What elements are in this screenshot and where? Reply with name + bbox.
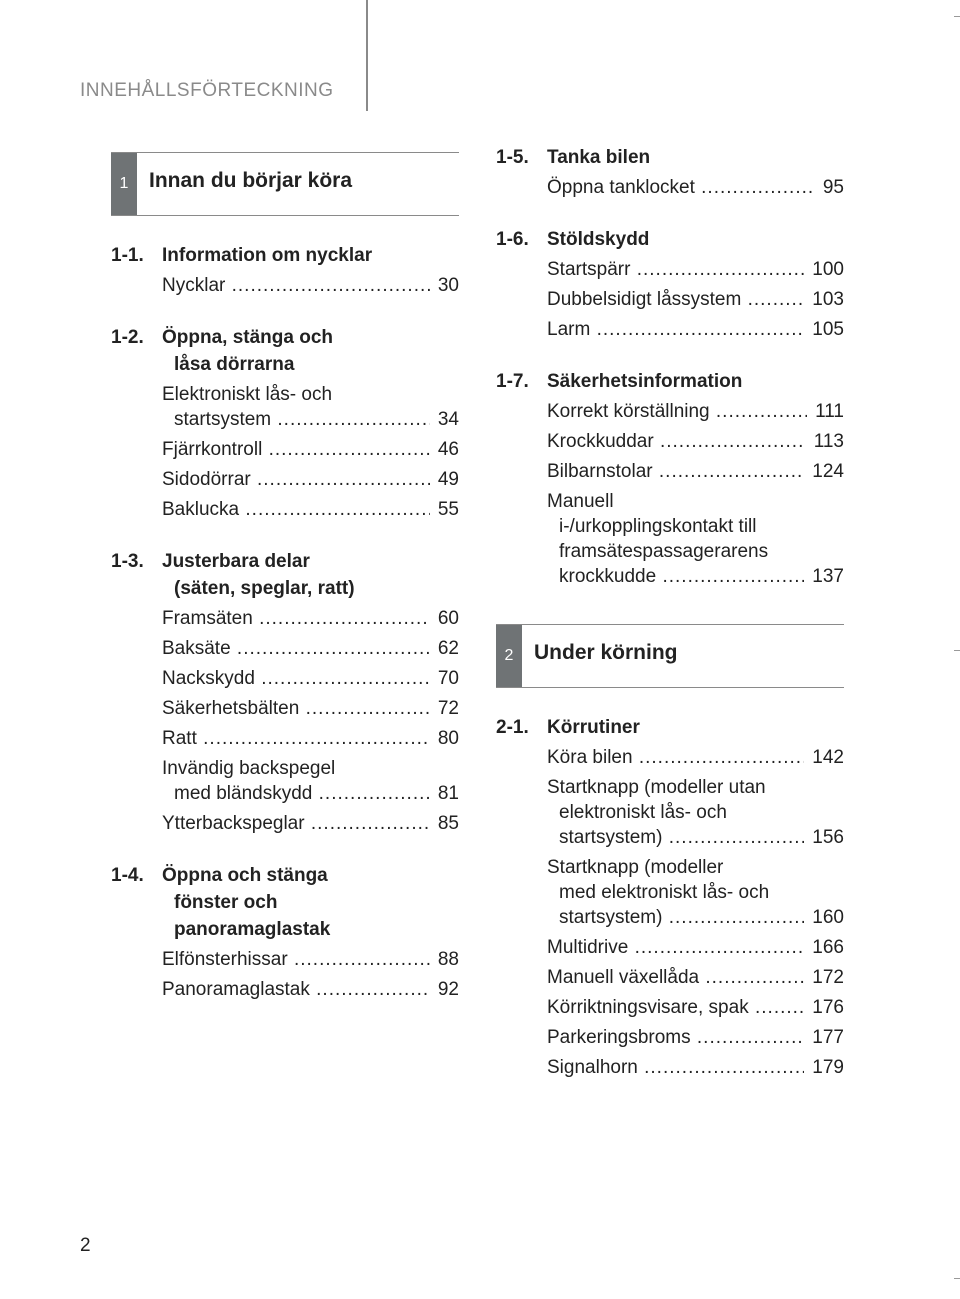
- toc-entry[interactable]: [162, 696, 459, 721]
- toc-item-list: [496, 399, 844, 589]
- toc-entry[interactable]: [162, 666, 459, 691]
- toc-entry-text: Köra bilen .....: [547, 745, 804, 770]
- toc-item-list: [496, 175, 844, 200]
- toc-entry[interactable]: [162, 811, 459, 836]
- toc-entry[interactable]: [162, 382, 459, 432]
- toc-page-number: 166: [812, 937, 844, 958]
- toc-entry[interactable]: [547, 855, 844, 930]
- toc-section: [111, 242, 459, 298]
- toc-page-number: 55: [437, 499, 459, 520]
- toc-section: [496, 226, 844, 342]
- toc-entry-text: krockkudde .....: [547, 564, 804, 589]
- toc-page-number: 81: [437, 783, 459, 804]
- toc-entry-label: [547, 317, 804, 342]
- toc-entry-text: Startknapp (modeller utan: [547, 777, 766, 798]
- toc-entry-label: [547, 965, 804, 990]
- toc-entry-text: Baksäte .....: [162, 636, 430, 661]
- chapter-title: Innan du börjar köra: [149, 169, 353, 192]
- toc-page-number: 34: [437, 409, 459, 430]
- section-title: [547, 368, 844, 395]
- toc-entry-label: [547, 489, 804, 589]
- toc-section: [496, 368, 844, 589]
- toc-entry-text: Multidrive .....: [547, 935, 804, 960]
- toc-entry-label: [162, 756, 430, 806]
- toc-entry-label: [162, 497, 430, 522]
- crop-mark: [954, 1278, 960, 1279]
- toc-page-number: 62: [437, 638, 459, 659]
- toc-entry[interactable]: [547, 1025, 844, 1050]
- toc-section: [111, 862, 459, 1002]
- toc-entry-text: elektroniskt lås- och: [559, 802, 727, 823]
- toc-entry-text: Ytterbackspeglar .....: [162, 811, 430, 836]
- toc-entry-label: [547, 995, 804, 1020]
- toc-entry[interactable]: [547, 317, 844, 342]
- toc-entry-text: med bländskydd .....: [162, 781, 430, 806]
- toc-entry-label: [547, 429, 806, 454]
- section-title: [162, 324, 459, 378]
- toc-item-list: [111, 606, 459, 836]
- toc-entry-text: Startknapp (modeller: [547, 857, 724, 878]
- toc-entry[interactable]: [547, 175, 844, 200]
- toc-entry-text: Ratt .....: [162, 726, 430, 751]
- toc-entry-label: [162, 726, 430, 751]
- toc-section: [111, 324, 459, 522]
- toc-entry-text: Invändig backspegel: [162, 758, 336, 779]
- toc-entry-text: startsystem) .....: [547, 825, 804, 850]
- section-title: [162, 242, 459, 269]
- section-title-line: Körrutiner: [547, 717, 640, 738]
- toc-entry-text: Manuell växellåda .....: [547, 965, 804, 990]
- section-title-line: (säten, speglar, ratt): [174, 578, 355, 599]
- toc-entry[interactable]: [162, 947, 459, 972]
- toc-entry[interactable]: [547, 429, 844, 454]
- toc-page-number: 176: [812, 997, 844, 1018]
- toc-page-number: 95: [822, 177, 844, 198]
- header-divider: [366, 0, 368, 111]
- toc-entry[interactable]: [547, 775, 844, 850]
- toc-entry-text: Elfönsterhissar .....: [162, 947, 430, 972]
- toc-item-list: [111, 947, 459, 1002]
- toc-entry-label: [547, 855, 804, 930]
- toc-entry-label: [162, 382, 430, 432]
- toc-entry-text: Dubbelsidigt låssystem .....: [547, 287, 804, 312]
- section-heading[interactable]: [496, 144, 844, 171]
- toc-entry-text: Larm .....: [547, 317, 804, 342]
- toc-page-number: 103: [812, 289, 844, 310]
- toc-entry-label: [547, 175, 815, 200]
- toc-column-left: [111, 152, 459, 1007]
- toc-page-number: 113: [813, 431, 844, 452]
- section-title: [162, 548, 459, 602]
- toc-column-right: [496, 144, 844, 1085]
- chapter-number-tab: 2: [496, 625, 522, 687]
- toc-entry-text: med elektroniskt lås- och: [559, 882, 770, 903]
- chapter-header[interactable]: [111, 152, 459, 216]
- toc-entry-label: [547, 1025, 804, 1050]
- toc-entry[interactable]: [162, 273, 459, 298]
- toc-page-number: 70: [437, 668, 459, 689]
- toc-entry-text: Nackskydd .....: [162, 666, 430, 691]
- toc-entry-label: [162, 636, 430, 661]
- toc-entry[interactable]: [547, 1055, 844, 1080]
- toc-entry-text: Elektroniskt lås- och: [162, 384, 333, 405]
- toc-item-list: [111, 382, 459, 522]
- toc-section: [111, 548, 459, 836]
- toc-entry-text: Panoramaglastak .....: [162, 977, 430, 1002]
- toc-page-number: 172: [812, 967, 844, 988]
- toc-page-number: 46: [437, 439, 459, 460]
- toc-page-number: 88: [437, 949, 459, 970]
- toc-entry-text: Korrekt körställning .....: [547, 399, 807, 424]
- toc-page-number: 179: [812, 1057, 844, 1078]
- toc-section: [496, 144, 844, 200]
- toc-entry-text: startsystem .....: [162, 407, 430, 432]
- toc-entry[interactable]: [162, 437, 459, 462]
- toc-entry-text: Baklucka .....: [162, 497, 430, 522]
- toc-page-number: 160: [812, 907, 844, 928]
- toc-entry[interactable]: [162, 606, 459, 631]
- section-title-line: Tanka bilen: [547, 147, 651, 168]
- section-title-line: Öppna och stänga: [162, 865, 328, 886]
- section-number: 1-3.: [111, 551, 144, 572]
- toc-page-number: 111: [815, 401, 844, 422]
- toc-entry-label: [547, 935, 804, 960]
- section-title-line: låsa dörrarna: [174, 354, 295, 375]
- section-title-line: fönster och: [174, 892, 278, 913]
- section-heading[interactable]: [111, 324, 459, 378]
- toc-entry-label: [547, 745, 804, 770]
- chapter-title: Under körning: [534, 641, 678, 664]
- toc-page-number: 49: [437, 469, 459, 490]
- chapter-number-tab: 1: [111, 153, 137, 215]
- toc-section: [496, 714, 844, 1080]
- toc-entry-label: [162, 811, 430, 836]
- toc-entry[interactable]: [547, 965, 844, 990]
- chapter-header[interactable]: [496, 624, 844, 688]
- section-heading[interactable]: [496, 226, 844, 253]
- toc-entry-label: [162, 977, 430, 1002]
- running-header: INNEHÅLLSFÖRTECKNING: [80, 80, 334, 101]
- toc-entry-label: [547, 287, 804, 312]
- toc-item-list: [111, 273, 459, 298]
- toc-page-number: 30: [437, 275, 459, 296]
- toc-entry[interactable]: [547, 745, 844, 770]
- toc-page-number: 72: [437, 698, 459, 719]
- section-title-line: Säkerhetsinformation: [547, 371, 743, 392]
- toc-entry-text: Bilbarnstolar .....: [547, 459, 804, 484]
- toc-page-number: 177: [812, 1027, 844, 1048]
- toc-item-list: [496, 745, 844, 1080]
- section-title-line: panoramaglastak: [174, 919, 331, 940]
- section-number: 1-7.: [496, 371, 529, 392]
- section-heading[interactable]: [111, 548, 459, 602]
- toc-page-number: 80: [437, 728, 459, 749]
- toc-entry-label: [162, 273, 430, 298]
- toc-entry[interactable]: [547, 459, 844, 484]
- section-heading[interactable]: [496, 368, 844, 395]
- toc-item-list: [496, 257, 844, 342]
- section-title: [547, 226, 844, 253]
- toc-entry[interactable]: [162, 726, 459, 751]
- section-title: [162, 862, 459, 943]
- toc-entry[interactable]: [162, 756, 459, 806]
- toc-entry-text: Startspärr .....: [547, 257, 804, 282]
- section-heading[interactable]: [111, 862, 459, 943]
- crop-mark: [954, 16, 960, 17]
- toc-entry-text: i-/urkopplingskontakt till: [559, 516, 757, 537]
- toc-entry[interactable]: [547, 995, 844, 1020]
- section-heading[interactable]: [496, 714, 844, 741]
- section-title-line: Information om nycklar: [162, 245, 373, 266]
- toc-page-number: 124: [812, 461, 844, 482]
- toc-entry[interactable]: [547, 935, 844, 960]
- toc-entry[interactable]: [162, 977, 459, 1002]
- section-heading[interactable]: [111, 242, 459, 269]
- toc-page-number: 92: [437, 979, 459, 1000]
- toc-entry-text: Nycklar .....: [162, 273, 430, 298]
- toc-page-number: 137: [812, 566, 844, 587]
- section-title: [547, 714, 844, 741]
- toc-entry[interactable]: [547, 287, 844, 312]
- toc-entry-label: [547, 1055, 804, 1080]
- toc-entry-text: Krockkuddar .....: [547, 429, 806, 454]
- section-title-line: Stöldskydd: [547, 229, 650, 250]
- section-number: 1-4.: [111, 865, 144, 886]
- toc-page-number: 60: [437, 608, 459, 629]
- toc-entry-label: [162, 467, 430, 492]
- toc-entry-label: [547, 775, 804, 850]
- toc-entry[interactable]: [547, 489, 844, 589]
- toc-entry[interactable]: [547, 257, 844, 282]
- toc-entry-text: Körriktningsvisare, spak .....: [547, 995, 804, 1020]
- toc-entry[interactable]: [162, 467, 459, 492]
- toc-entry[interactable]: [162, 497, 459, 522]
- toc-entry[interactable]: [547, 399, 844, 424]
- toc-page-number: 85: [437, 813, 459, 834]
- crop-mark: [954, 650, 960, 651]
- section-title-line: Öppna, stänga och: [162, 327, 334, 348]
- toc-entry-label: [162, 437, 430, 462]
- toc-entry-text: Manuell: [547, 491, 614, 512]
- toc-page-number: 100: [812, 259, 844, 280]
- toc-entry-text: framsätespassagerarens: [559, 541, 769, 562]
- toc-page-number: 156: [812, 827, 844, 848]
- toc-entry-text: startsystem) .....: [547, 905, 804, 930]
- toc-entry-label: [162, 606, 430, 631]
- toc-entry-text: Fjärrkontroll .....: [162, 437, 430, 462]
- section-number: 2-1.: [496, 717, 529, 738]
- toc-entry[interactable]: [162, 636, 459, 661]
- section-title: [547, 144, 844, 171]
- toc-entry-text: Signalhorn .....: [547, 1055, 804, 1080]
- toc-entry-label: [162, 696, 430, 721]
- toc-entry-label: [547, 459, 804, 484]
- toc-entry-label: [547, 257, 804, 282]
- section-number: 1-2.: [111, 327, 144, 348]
- toc-entry-text: Sidodörrar .....: [162, 467, 430, 492]
- section-number: 1-5.: [496, 147, 529, 168]
- section-number: 1-6.: [496, 229, 529, 250]
- toc-entry-text: Säkerhetsbälten .....: [162, 696, 430, 721]
- section-number: 1-1.: [111, 245, 144, 266]
- toc-entry-label: [162, 947, 430, 972]
- toc-entry-text: Parkeringsbroms .....: [547, 1025, 804, 1050]
- toc-entry-label: [162, 666, 430, 691]
- page-number: 2: [80, 1235, 91, 1256]
- toc-page-number: 142: [812, 747, 844, 768]
- toc-entry-label: [547, 399, 807, 424]
- toc-page-number: 105: [812, 319, 844, 340]
- toc-entry-text: Framsäten .....: [162, 606, 430, 631]
- section-title-line: Justerbara delar: [162, 551, 310, 572]
- toc-entry-text: Öppna tanklocket .....: [547, 175, 815, 200]
